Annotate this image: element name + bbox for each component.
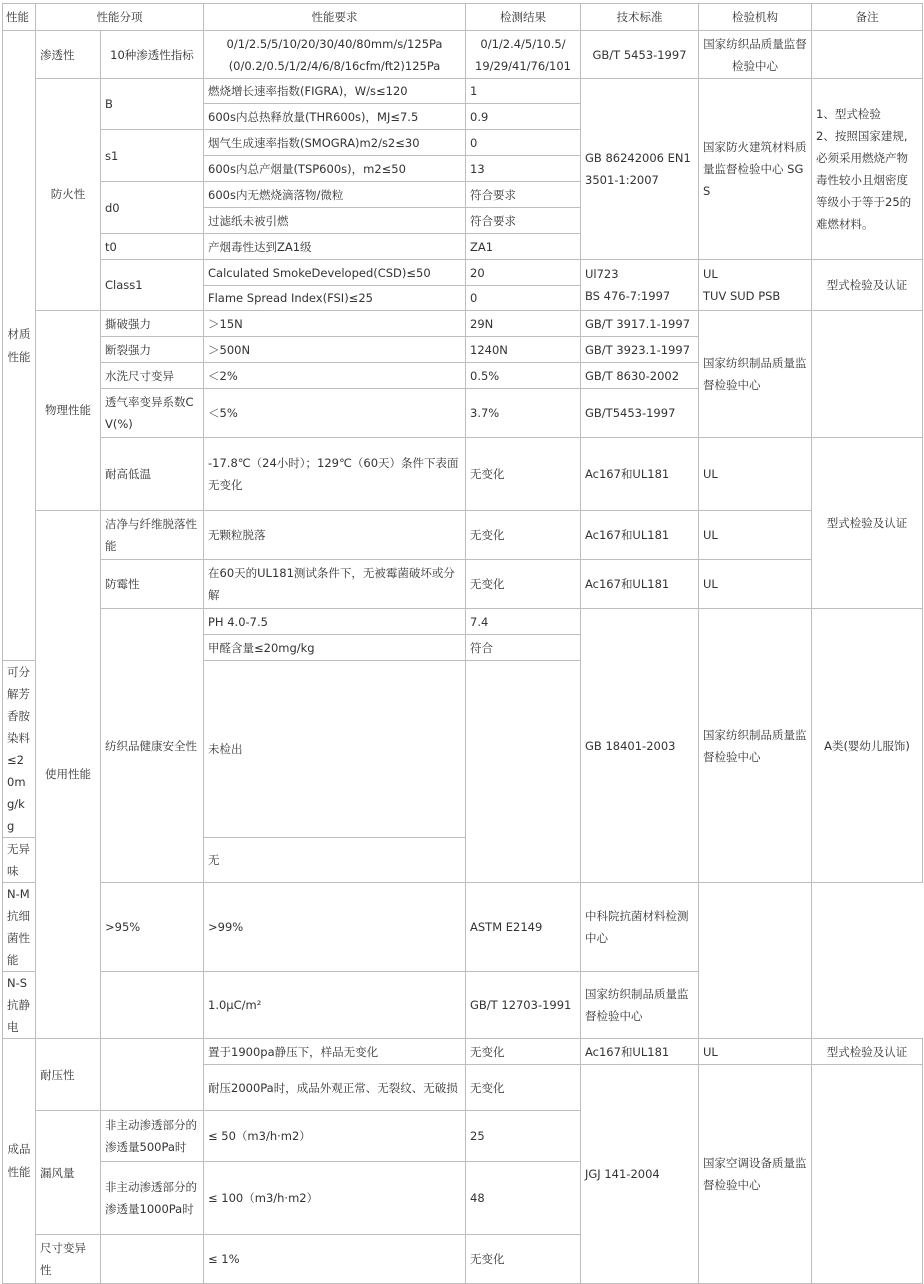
- result: 7.4: [466, 609, 581, 635]
- sub-item: [101, 1039, 204, 1111]
- result-line: 19/29/41/76/101: [475, 58, 571, 73]
- institution: UL: [699, 1039, 812, 1065]
- requirement: ≤ 1%: [204, 1235, 466, 1284]
- institution: UL: [699, 560, 812, 609]
- note-line: 1、型式检验: [816, 107, 881, 121]
- result: 1.0μC/m²: [204, 972, 466, 1039]
- result: 无变化: [466, 1039, 581, 1065]
- requirement: PH 4.0-7.5: [204, 609, 466, 635]
- header-note: 备注: [812, 4, 923, 31]
- sub-item: 水洗尺寸变异: [101, 363, 204, 389]
- institution: [699, 260, 812, 311]
- standard: Ac167和UL181: [581, 511, 699, 560]
- group-material: 材质性能: [3, 31, 36, 661]
- header-standard: 技术标准: [581, 4, 699, 31]
- header-requirement: 性能要求: [204, 4, 466, 31]
- note: [812, 311, 923, 438]
- sub-item: 纺织品健康安全性: [101, 609, 204, 883]
- requirement: 无颗粒脱落: [204, 511, 466, 560]
- requirement: 烟气生成速率指数(SMOGRA)m2/s2≤30: [204, 130, 466, 156]
- requirement: [101, 972, 204, 1039]
- standard: GB/T 3923.1-1997: [581, 337, 699, 363]
- sub-item: 防霉性: [101, 560, 204, 609]
- result: 无变化: [466, 1235, 581, 1284]
- requirement: 产烟毒性达到ZA1级: [204, 234, 466, 260]
- sub-item: t0: [101, 234, 204, 260]
- note: [812, 31, 923, 79]
- standard: Ac167和UL181: [581, 1039, 699, 1065]
- note: A类(婴幼儿服饰): [812, 609, 923, 883]
- sub-item: [101, 1235, 204, 1284]
- institution-line: UL: [703, 267, 718, 281]
- result: 1240N: [466, 337, 581, 363]
- standard: Ac167和UL181: [581, 438, 699, 511]
- requirement: 可分解芳香胺染料≤20mg/kg: [3, 661, 36, 838]
- sub-item: s1: [101, 130, 204, 182]
- table-row: [3, 260, 923, 286]
- sub-item: Class1: [101, 260, 204, 311]
- note: [699, 883, 812, 1039]
- requirement-line: 0/1/2.5/5/10/20/30/40/80mm/s/125Pa: [226, 36, 443, 51]
- note: 型式检验及认证: [812, 438, 923, 609]
- standard: GB 86242006 EN13501-1:2007: [581, 79, 699, 260]
- institution: 国家空调设备质量监督检验中心: [699, 1065, 812, 1284]
- note: 型式检验及认证: [812, 1039, 923, 1065]
- result: 符合要求: [466, 182, 581, 208]
- note-line: 2、按照国家建规,必须采用燃烧产物毒性较小且烟密度等级小于等于25的难燃材料。: [816, 129, 912, 231]
- requirement: 无异味: [3, 838, 36, 883]
- note: [812, 1065, 923, 1284]
- group-fire: 防火性: [36, 79, 101, 311]
- table-row: [3, 438, 923, 511]
- sub-item: N-M 抗细菌性能: [3, 883, 36, 972]
- standard: GB/T5453-1997: [581, 389, 699, 438]
- standard: GB/T 12703-1991: [466, 972, 581, 1039]
- standard: Ac167和UL181: [581, 560, 699, 609]
- requirement: ＜2%: [204, 363, 466, 389]
- sub-item: 10种渗透性指标: [101, 31, 204, 79]
- table-row: [3, 511, 923, 560]
- header-performance: 性能: [3, 4, 36, 31]
- institution: 国家纺织品质量监督检验中心: [699, 31, 812, 79]
- table-row: [3, 79, 923, 104]
- result: >99%: [204, 883, 466, 972]
- sub-item: 透气率变异系数CV(%): [101, 389, 204, 438]
- result: 0.9: [466, 104, 581, 130]
- result: 25: [466, 1111, 581, 1162]
- standard: GB/T 5453-1997: [581, 31, 699, 79]
- group-product: 成品性能: [3, 1039, 36, 1284]
- sub-item: N-S 抗静电: [3, 972, 36, 1039]
- standard: GB/T 3917.1-1997: [581, 311, 699, 337]
- note: [812, 79, 923, 260]
- institution: UL: [699, 511, 812, 560]
- requirement: ＞15N: [204, 311, 466, 337]
- sub-item: 撕破强力: [101, 311, 204, 337]
- result: 无变化: [466, 560, 581, 609]
- standard: GB 18401-2003: [581, 609, 699, 883]
- institution: 国家防火建筑材料质量监督检验中心 SGS: [699, 79, 812, 260]
- sub-item: 耐高低温: [101, 438, 204, 511]
- sub-item: 非主动渗透部分的渗透量500Pa时: [101, 1111, 204, 1162]
- header-result: 检测结果: [466, 4, 581, 31]
- result-line: 0/1/2.4/5/10.5/: [480, 36, 566, 51]
- sub-item: B: [101, 79, 204, 130]
- requirement: [204, 31, 466, 79]
- result: 未检出: [204, 661, 466, 838]
- result: 符合: [466, 635, 581, 661]
- requirement: 甲醛含量≤20mg/kg: [204, 635, 466, 661]
- result: 20: [466, 260, 581, 286]
- requirement: >95%: [101, 883, 204, 972]
- table-row: [3, 560, 923, 609]
- row-label: 尺寸变异性: [36, 1235, 101, 1284]
- standard-line: Ul723: [585, 267, 619, 281]
- standard: ASTM E2149: [466, 883, 581, 972]
- requirement: 600s内总热释放量(THR600s)，MJ≤7.5: [204, 104, 466, 130]
- table-row: [3, 883, 923, 972]
- row-label: 漏风量: [36, 1111, 101, 1235]
- result: 无: [204, 838, 466, 883]
- row-label: 渗透性: [36, 31, 101, 79]
- result: 0: [466, 286, 581, 311]
- institution: 国家纺织制品质量监督检验中心: [699, 311, 812, 438]
- requirement: ≤ 100（m3/h·m2）: [204, 1162, 466, 1235]
- requirement: 耐压2000Pa时，成品外观正常、无裂纹、无破损: [204, 1065, 466, 1111]
- table-row: [3, 609, 923, 635]
- result: 无变化: [466, 1065, 581, 1111]
- table-row: [3, 1039, 923, 1065]
- header-sub-item: 性能分项: [36, 4, 204, 31]
- institution: 中科院抗菌材料检测中心: [581, 883, 699, 972]
- header-row: [3, 4, 923, 31]
- requirement: ≤ 50（m3/h·m2）: [204, 1111, 466, 1162]
- requirement: 600s内无燃烧滴落物/微粒: [204, 182, 466, 208]
- institution: 国家纺织制品质量监督检验中心: [699, 609, 812, 883]
- result: 符合要求: [466, 208, 581, 234]
- result: 3.7%: [466, 389, 581, 438]
- row-label: 耐压性: [36, 1039, 101, 1111]
- result: 29N: [466, 311, 581, 337]
- result: 0: [466, 130, 581, 156]
- sub-item: 断裂强力: [101, 337, 204, 363]
- standard: GB/T 8630-2002: [581, 363, 699, 389]
- requirement: 过滤纸未被引燃: [204, 208, 466, 234]
- note: 型式检验及认证: [812, 260, 923, 311]
- standard: [581, 260, 699, 311]
- result: 无变化: [466, 438, 581, 511]
- result: 无变化: [466, 511, 581, 560]
- sub-item: 非主动渗透部分的渗透量1000Pa时: [101, 1162, 204, 1235]
- requirement: ＞500N: [204, 337, 466, 363]
- requirement: 置于1900pa静压下，样品无变化: [204, 1039, 466, 1065]
- header-institution: 检验机构: [699, 4, 812, 31]
- requirement: 在60天的UL181测试条件下，无被霉菌破坏或分解: [204, 560, 466, 609]
- result: 13: [466, 156, 581, 182]
- group-physical: 物理性能: [36, 311, 101, 511]
- group-use: 使用性能: [36, 511, 101, 1039]
- requirement: 燃烧增长速率指数(FIGRA)，W/s≤120: [204, 79, 466, 104]
- requirement: -17.8℃（24小时）；129℃（60天）条件下表面无变化: [204, 438, 466, 511]
- requirement: ＜5%: [204, 389, 466, 438]
- result: 48: [466, 1162, 581, 1235]
- table-row: [3, 31, 923, 79]
- standard-line: BS 476-7:1997: [585, 289, 671, 303]
- result: [466, 31, 581, 79]
- result: 1: [466, 79, 581, 104]
- result: 0.5%: [466, 363, 581, 389]
- requirement: Flame Spread Index(FSI)≤25: [204, 286, 466, 311]
- requirement: 600s内总产烟量(TSP600s)，m2≤50: [204, 156, 466, 182]
- performance-table: [2, 3, 923, 1284]
- sub-item: d0: [101, 182, 204, 234]
- institution: UL: [699, 438, 812, 511]
- result: ZA1: [466, 234, 581, 260]
- standard: JGJ 141-2004: [581, 1065, 699, 1284]
- requirement: Calculated SmokeDeveloped(CSD)≤50: [204, 260, 466, 286]
- requirement-line: (0/0.2/0.5/1/2/4/6/8/16cfm/ft2)125Pa: [228, 58, 441, 73]
- institution-line: TUV SUD PSB: [703, 289, 781, 303]
- sub-item: 洁净与纤维脱落性能: [101, 511, 204, 560]
- institution: 国家纺织制品质量监督检验中心: [581, 972, 699, 1039]
- table-row: [3, 311, 923, 337]
